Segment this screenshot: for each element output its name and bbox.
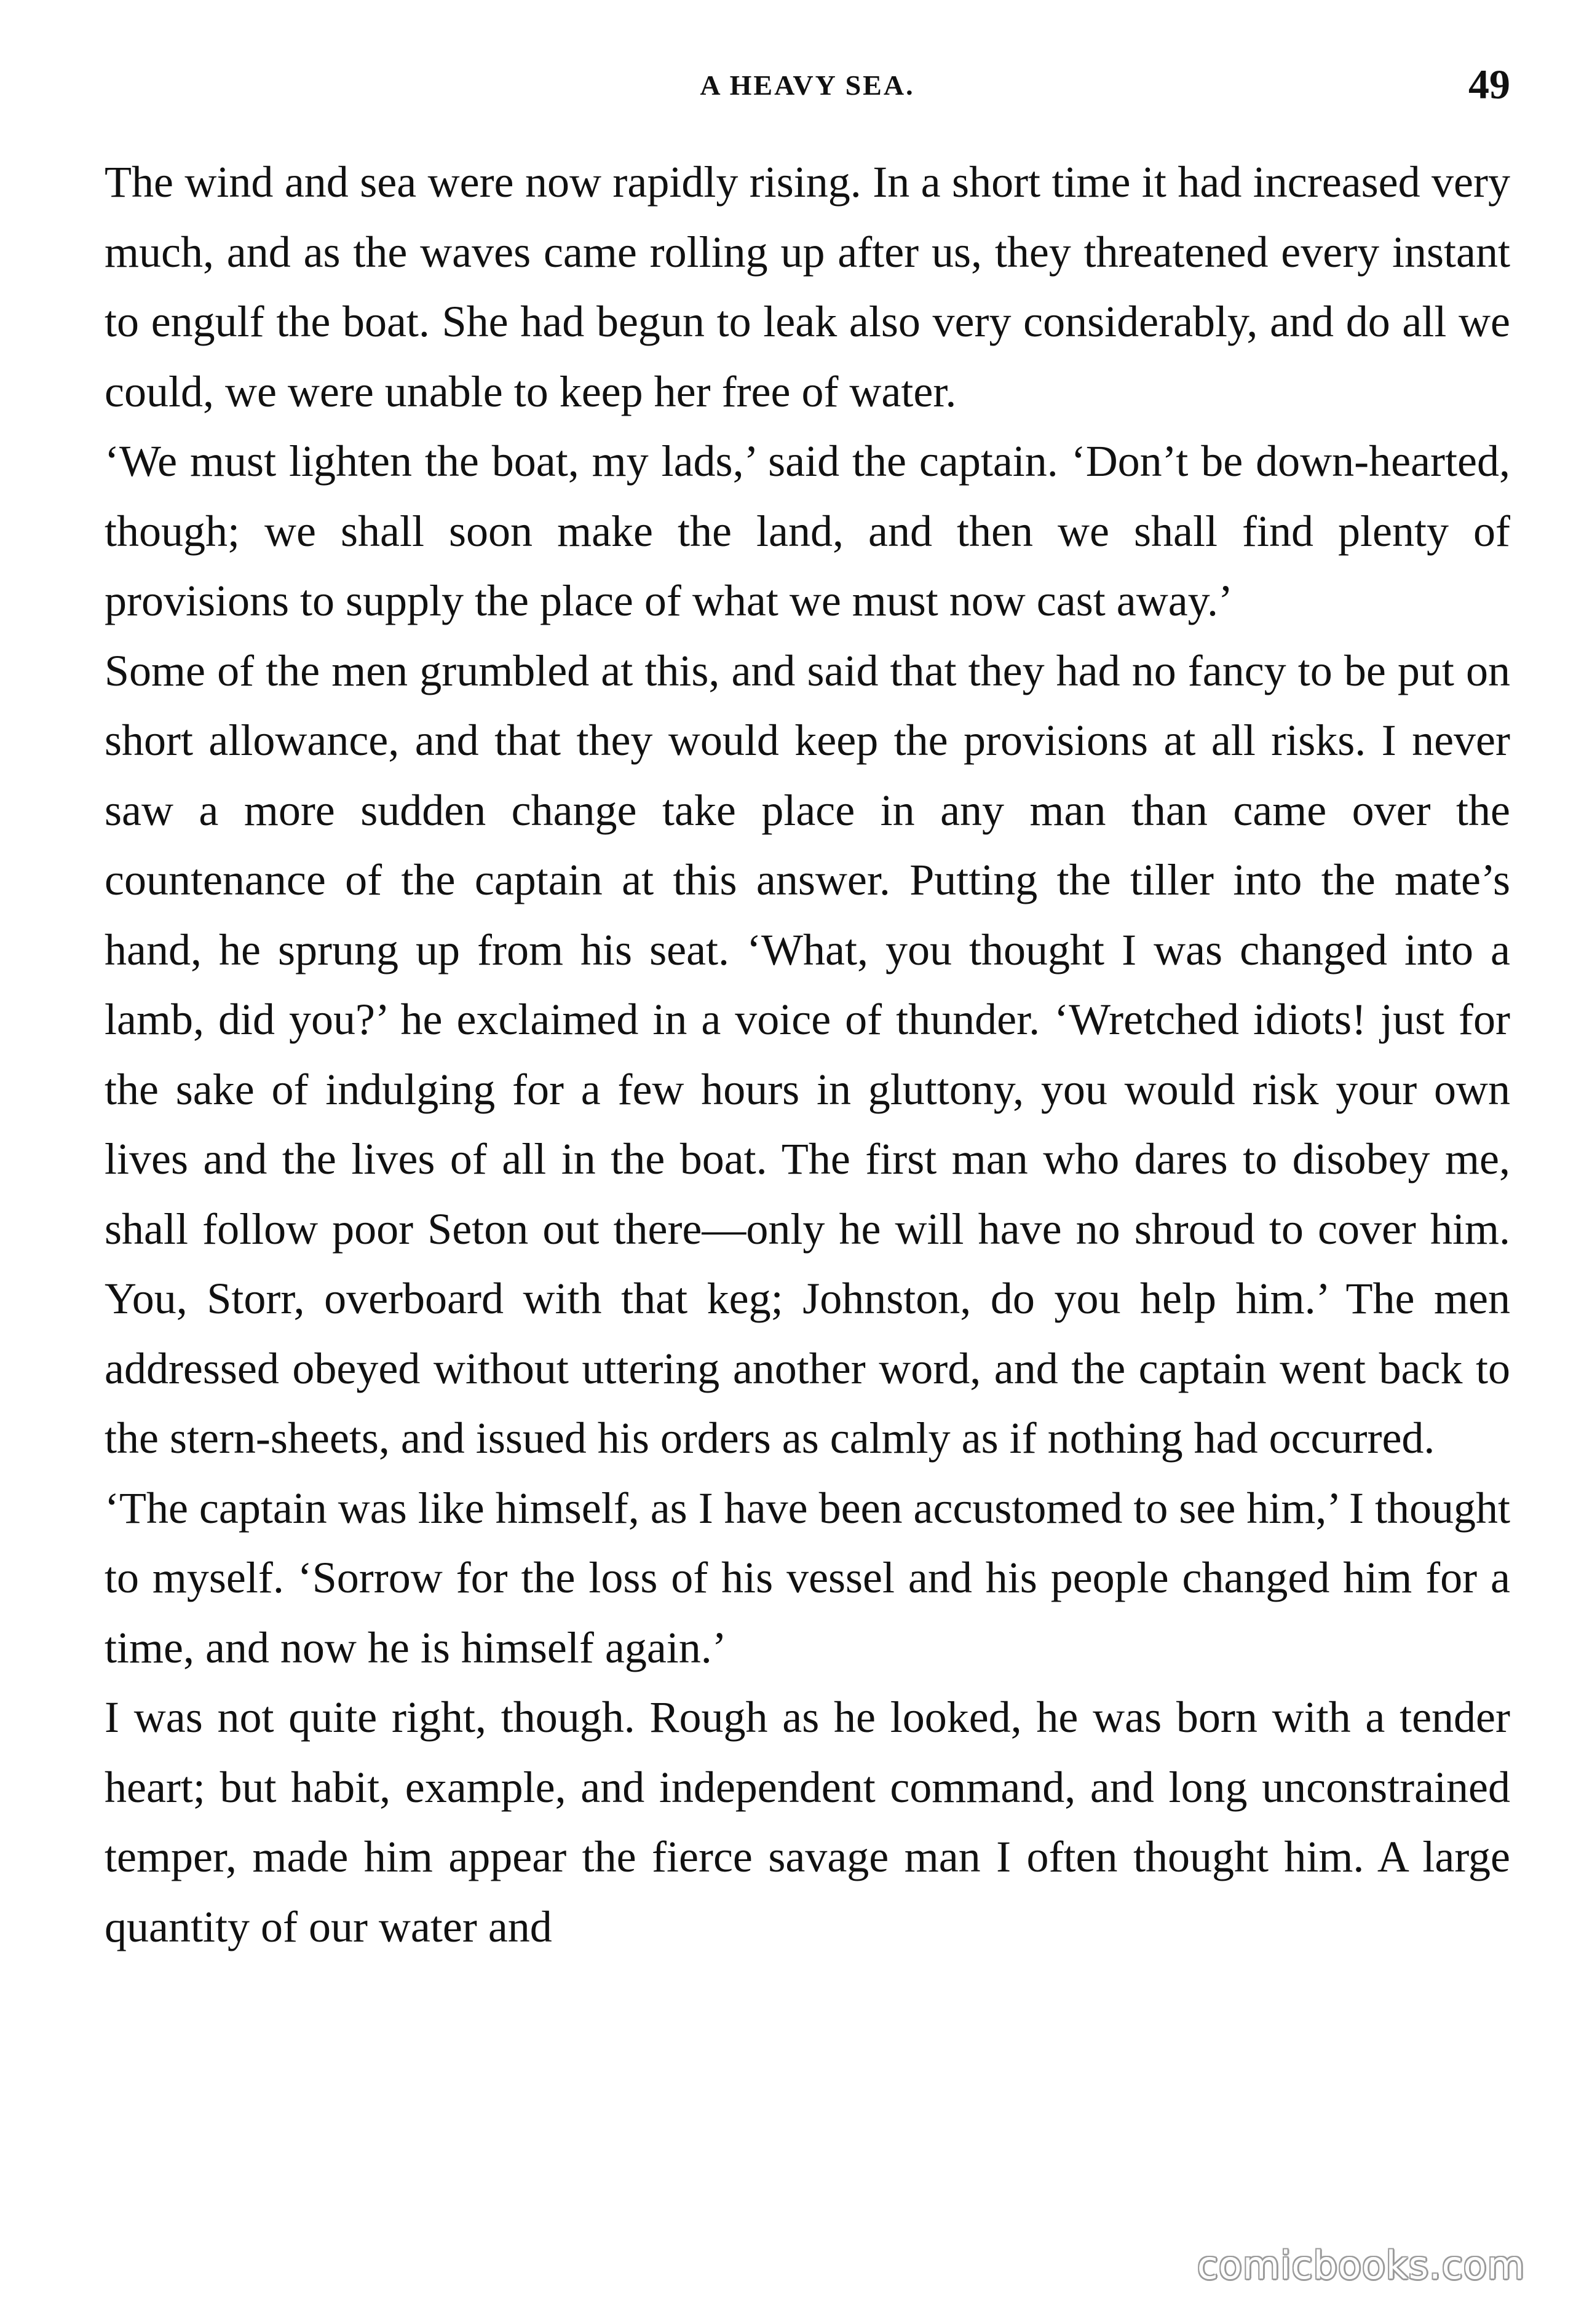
page-number: 49 [1468, 61, 1510, 108]
paragraph-5: I was not quite right, though. Rough as he looked, he was born with a tender heart; but habit, example, and independent command, and long unconstrained temper, made him appear the fierce savage man I often thought him. A large quantity of our water and [105, 1693, 1510, 1951]
paragraph-2: ‘We must lighten the boat, my lads,’ said the captain. ‘Don’t be down-hearted, though; we shall soon make the land, and then we shall find plenty of provisions to supply the place of what we must now cast away.’ [105, 437, 1510, 625]
running-head: A HEAVY SEA. [700, 69, 915, 101]
paragraph-4: ‘The captain was like himself, as I have been accustomed to see him,’ I thought to myself. ‘Sorrow for the loss of his vessel and his people changed him for a time, and now he is himself again.’ [105, 1483, 1510, 1672]
paragraph-1: The wind and sea were now rapidly rising. In a short time it had increased very much, and as the waves came rolling up after us, they threatened every instant to engulf the boat. She had begun to leak also very considerably, and do all we could, we were unable to keep her free of water. [105, 157, 1510, 416]
body-text [105, 148, 1510, 1962]
page-header [105, 57, 1510, 112]
watermark: comicbooks.com [1197, 2243, 1525, 2288]
paragraph-3: Some of the men grumbled at this, and said that they had no fancy to be put on short allowance, and that they would keep the provisions at all risks. I never saw a more sudden change take place in any man than came over the countenance of the captain at this answer. Putting the tiller into the mate’s hand, he sprung up from his seat. ‘What, you thought I was changed into a lamb, did you?’ he exclaimed in a voice of thunder. ‘Wretched idiots! just for the sake of indulging for a few hours in gluttony, you would risk your own lives and the lives of all in the boat. The first man who dares to disobey me, shall follow poor Seton out there—only he will have no shroud to cover him. You, Storr, overboard with that keg; Johnston, do you help him.’ The men addressed obeyed without uttering another word, and the captain went back to the stern-sheets, and issued his orders as calmly as if nothing had occurred. [105, 646, 1510, 1463]
